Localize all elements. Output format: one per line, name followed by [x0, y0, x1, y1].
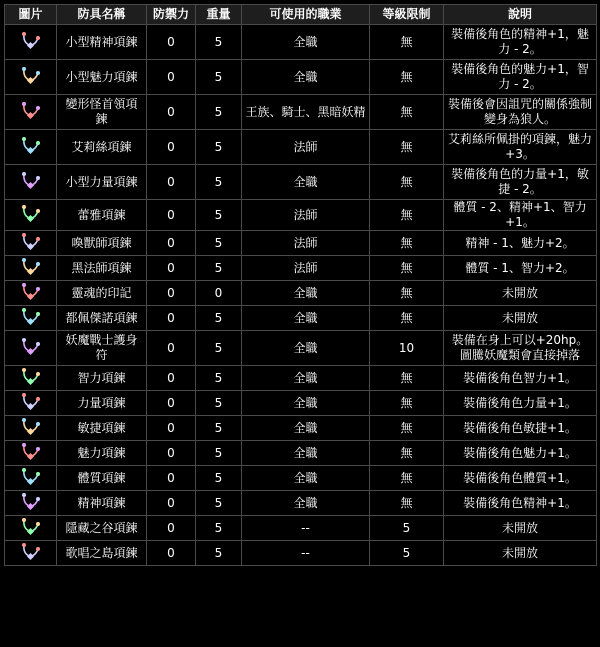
- item-defense: 0: [147, 366, 196, 391]
- item-weight: 5: [196, 466, 242, 491]
- item-defense: 0: [147, 95, 196, 130]
- item-weight: 5: [196, 25, 242, 60]
- item-description: 未開放: [444, 541, 597, 566]
- item-level: 無: [370, 416, 444, 441]
- table-row: [5, 366, 597, 391]
- table-row: [5, 491, 597, 516]
- table-row: [5, 256, 597, 281]
- item-description: 裝備後角色的力量+1，敏捷 - 2。: [444, 165, 597, 200]
- table-row: [5, 331, 597, 366]
- item-defense: 0: [147, 130, 196, 165]
- item-description: 艾莉絲所佩掛的項鍊，魅力+3。: [444, 130, 597, 165]
- item-class: 王族、騎士、黑暗妖精: [242, 95, 370, 130]
- item-defense: 0: [147, 391, 196, 416]
- item-class: 全職: [242, 366, 370, 391]
- item-defense: 0: [147, 165, 196, 200]
- item-description: 精神 - 1、魅力+2。: [444, 231, 597, 256]
- item-level: 無: [370, 256, 444, 281]
- item-image-cell: [5, 200, 57, 231]
- item-image-cell: [5, 165, 57, 200]
- item-image-cell: [5, 95, 57, 130]
- necklace-icon: [20, 391, 42, 411]
- header-name: 防具名稱: [57, 5, 147, 25]
- item-level: 無: [370, 130, 444, 165]
- item-weight: 5: [196, 60, 242, 95]
- item-defense: 0: [147, 281, 196, 306]
- item-level: 5: [370, 541, 444, 566]
- item-description: 裝備後會因詛咒的關係強制變身為狼人。: [444, 95, 597, 130]
- necklace-icon: [20, 256, 42, 276]
- necklace-icon: [20, 100, 42, 120]
- table-row: [5, 281, 597, 306]
- item-image-cell: [5, 541, 57, 566]
- necklace-icon: [20, 336, 42, 356]
- item-class: 法師: [242, 200, 370, 231]
- item-level: 5: [370, 516, 444, 541]
- item-defense: 0: [147, 491, 196, 516]
- item-defense: 0: [147, 256, 196, 281]
- item-weight: 5: [196, 491, 242, 516]
- item-weight: 5: [196, 541, 242, 566]
- item-level: 無: [370, 60, 444, 95]
- item-defense: 0: [147, 200, 196, 231]
- item-image-cell: [5, 256, 57, 281]
- item-description: 裝備後角色魅力+1。: [444, 441, 597, 466]
- table-row: [5, 95, 597, 130]
- header-image: 圖片: [5, 5, 57, 25]
- item-level: 無: [370, 306, 444, 331]
- item-image-cell: [5, 306, 57, 331]
- item-weight: 5: [196, 516, 242, 541]
- item-description: 裝備後角色精神+1。: [444, 491, 597, 516]
- header-row: [5, 5, 597, 25]
- necklace-icon: [20, 491, 42, 511]
- item-name: 敏捷項鍊: [57, 416, 147, 441]
- necklace-icon: [20, 541, 42, 561]
- item-name: 歌唱之島項鍊: [57, 541, 147, 566]
- item-defense: 0: [147, 331, 196, 366]
- table-row: [5, 416, 597, 441]
- item-description: 未開放: [444, 516, 597, 541]
- item-defense: 0: [147, 466, 196, 491]
- item-class: 全職: [242, 416, 370, 441]
- item-class: 全職: [242, 165, 370, 200]
- item-name: 變形怪首領項鍊: [57, 95, 147, 130]
- item-image-cell: [5, 60, 57, 95]
- header-defense: 防禦力: [147, 5, 196, 25]
- necklace-icon: [20, 203, 42, 223]
- necklace-icon: [20, 416, 42, 436]
- necklace-icon: [20, 135, 42, 155]
- item-description: 未開放: [444, 306, 597, 331]
- item-weight: 5: [196, 130, 242, 165]
- item-defense: 0: [147, 416, 196, 441]
- necklace-icon: [20, 466, 42, 486]
- necklace-icon: [20, 65, 42, 85]
- item-description: 裝備後角色力量+1。: [444, 391, 597, 416]
- necklace-icon: [20, 281, 42, 301]
- item-name: 小型力量項鍊: [57, 165, 147, 200]
- item-class: 全職: [242, 306, 370, 331]
- item-class: 全職: [242, 60, 370, 95]
- item-image-cell: [5, 416, 57, 441]
- item-defense: 0: [147, 25, 196, 60]
- item-name: 都佩傑諾項鍊: [57, 306, 147, 331]
- item-level: 無: [370, 466, 444, 491]
- item-name: 妖魔戰士護身符: [57, 331, 147, 366]
- item-name: 魅力項鍊: [57, 441, 147, 466]
- item-level: 10: [370, 331, 444, 366]
- item-name: 蕾雅項鍊: [57, 200, 147, 231]
- armor-table: [4, 4, 597, 566]
- item-weight: 5: [196, 256, 242, 281]
- item-name: 精神項鍊: [57, 491, 147, 516]
- table-row: [5, 165, 597, 200]
- item-defense: 0: [147, 231, 196, 256]
- necklace-icon: [20, 441, 42, 461]
- table-row: [5, 466, 597, 491]
- item-description: 裝備在身上可以+20hp。圖騰妖魔類會直接掉落: [444, 331, 597, 366]
- item-weight: 5: [196, 366, 242, 391]
- item-image-cell: [5, 491, 57, 516]
- table-row: [5, 231, 597, 256]
- item-name: 智力項鍊: [57, 366, 147, 391]
- item-class: 法師: [242, 256, 370, 281]
- table-row: [5, 60, 597, 95]
- item-weight: 0: [196, 281, 242, 306]
- item-level: 無: [370, 95, 444, 130]
- item-name: 小型精神項鍊: [57, 25, 147, 60]
- item-name: 艾莉絲項鍊: [57, 130, 147, 165]
- item-name: 力量項鍊: [57, 391, 147, 416]
- item-defense: 0: [147, 441, 196, 466]
- item-class: 全職: [242, 491, 370, 516]
- item-description: 裝備後角色的魅力+1，智力 - 2。: [444, 60, 597, 95]
- item-name: 黑法師項鍊: [57, 256, 147, 281]
- item-defense: 0: [147, 60, 196, 95]
- item-weight: 5: [196, 306, 242, 331]
- item-description: 體質 - 1、智力+2。: [444, 256, 597, 281]
- item-defense: 0: [147, 306, 196, 331]
- item-image-cell: [5, 331, 57, 366]
- item-image-cell: [5, 441, 57, 466]
- item-class: 全職: [242, 466, 370, 491]
- item-weight: 5: [196, 416, 242, 441]
- necklace-icon: [20, 516, 42, 536]
- item-class: --: [242, 516, 370, 541]
- item-description: 裝備後角色智力+1。: [444, 366, 597, 391]
- item-image-cell: [5, 231, 57, 256]
- item-level: 無: [370, 281, 444, 306]
- item-name: 隱藏之谷項鍊: [57, 516, 147, 541]
- item-image-cell: [5, 366, 57, 391]
- item-defense: 0: [147, 516, 196, 541]
- item-class: 全職: [242, 391, 370, 416]
- item-description: 裝備後角色的精神+1，魅力 - 2。: [444, 25, 597, 60]
- necklace-icon: [20, 231, 42, 251]
- necklace-icon: [20, 366, 42, 386]
- item-class: --: [242, 541, 370, 566]
- item-name: 喚獸師項鍊: [57, 231, 147, 256]
- table-row: [5, 200, 597, 231]
- table-row: [5, 541, 597, 566]
- item-class: 法師: [242, 231, 370, 256]
- header-level: 等級限制: [370, 5, 444, 25]
- header-weight: 重量: [196, 5, 242, 25]
- item-level: 無: [370, 491, 444, 516]
- item-level: 無: [370, 366, 444, 391]
- item-image-cell: [5, 25, 57, 60]
- item-description: 裝備後角色體質+1。: [444, 466, 597, 491]
- item-level: 無: [370, 441, 444, 466]
- item-image-cell: [5, 466, 57, 491]
- item-class: 全職: [242, 441, 370, 466]
- item-weight: 5: [196, 165, 242, 200]
- table-row: [5, 306, 597, 331]
- item-weight: 5: [196, 231, 242, 256]
- item-weight: 5: [196, 200, 242, 231]
- table-row: [5, 441, 597, 466]
- item-image-cell: [5, 516, 57, 541]
- table-row: [5, 516, 597, 541]
- item-class: 法師: [242, 130, 370, 165]
- item-image-cell: [5, 130, 57, 165]
- item-description: 裝備後角色敏捷+1。: [444, 416, 597, 441]
- table-body: [5, 25, 597, 566]
- item-weight: 5: [196, 95, 242, 130]
- item-description: 未開放: [444, 281, 597, 306]
- item-name: 體質項鍊: [57, 466, 147, 491]
- item-level: 無: [370, 165, 444, 200]
- necklace-icon: [20, 30, 42, 50]
- item-description: 體質 - 2、精神+1、智力+1。: [444, 200, 597, 231]
- header-description: 說明: [444, 5, 597, 25]
- item-class: 全職: [242, 281, 370, 306]
- table-row: [5, 130, 597, 165]
- necklace-icon: [20, 306, 42, 326]
- item-level: 無: [370, 391, 444, 416]
- item-class: 全職: [242, 25, 370, 60]
- table-row: [5, 25, 597, 60]
- header-class: 可使用的職業: [242, 5, 370, 25]
- item-weight: 5: [196, 441, 242, 466]
- item-name: 靈魂的印記: [57, 281, 147, 306]
- item-class: 全職: [242, 331, 370, 366]
- item-image-cell: [5, 391, 57, 416]
- item-level: 無: [370, 25, 444, 60]
- necklace-icon: [20, 170, 42, 190]
- item-weight: 5: [196, 331, 242, 366]
- table-row: [5, 391, 597, 416]
- item-image-cell: [5, 281, 57, 306]
- item-level: 無: [370, 200, 444, 231]
- item-weight: 5: [196, 391, 242, 416]
- item-name: 小型魅力項鍊: [57, 60, 147, 95]
- item-defense: 0: [147, 541, 196, 566]
- item-level: 無: [370, 231, 444, 256]
